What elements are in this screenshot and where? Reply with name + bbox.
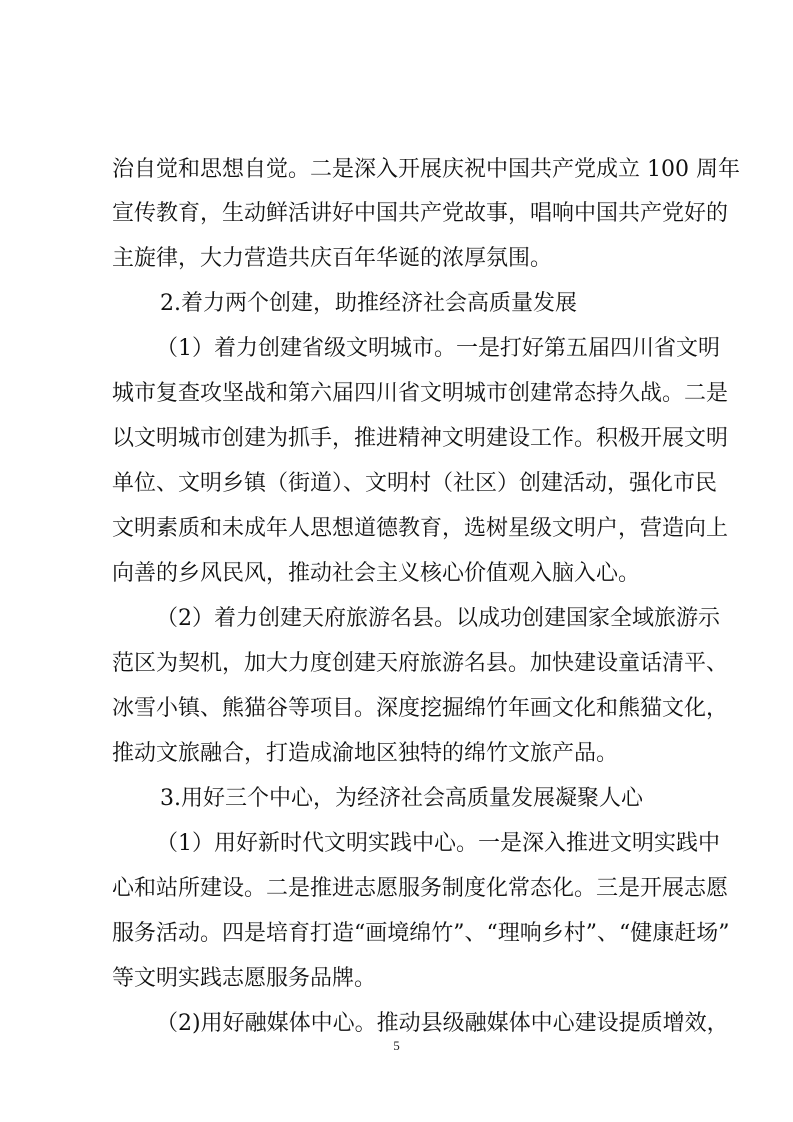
body-text-line: 宣传教育，生动鲜活讲好中国共产党故事，唱响中国共产党好的 xyxy=(112,201,729,226)
body-text-line: （2)用好融媒体中心。推动县级融媒体中心建设提质增效， xyxy=(156,1011,729,1036)
body-text-line: （2）着力创建天府旅游名县。以成功创建国家全域旅游示 xyxy=(156,606,720,631)
body-text-line: 单位、文明乡镇（街道）、文明村（社区）创建活动，强化市民 xyxy=(112,471,718,496)
body-text-line: 推动文旅融合，打造成渝地区独特的绵竹文旅产品。 xyxy=(112,741,619,766)
body-text-line: 范区为契机，加大力度创建天府旅游名县。加快建设童话清平、 xyxy=(112,651,729,676)
body-text-line: 治自觉和思想自觉。二是深入开展庆祝中国共产党成立 100 周年 xyxy=(112,157,740,182)
section-heading: 2.着力两个创建，助推经济社会高质量发展 xyxy=(160,291,577,316)
body-text-line: 等文明实践志愿服务品牌。 xyxy=(112,966,377,991)
body-text-line: （1）用好新时代文明实践中心。一是深入推进文明实践中 xyxy=(156,831,720,856)
body-text-line: 文明素质和未成年人思想道德教育，选树星级文明户，营造向上 xyxy=(112,516,729,541)
page-number: 5 xyxy=(393,1038,400,1053)
body-text-line: （1）着力创建省级文明城市。一是打好第五届四川省文明 xyxy=(156,336,720,361)
body-text-line: 服务活动。四是培育打造“画境绵竹”、“理响乡村”、“健康赶场” xyxy=(112,921,730,946)
body-text-line: 心和站所建设。二是推进志愿服务制度化常态化。三是开展志愿 xyxy=(112,876,729,901)
section-heading: 3.用好三个中心，为经济社会高质量发展凝聚人心 xyxy=(160,786,643,811)
body-text-line: 主旋律，大力营造共庆百年华诞的浓厚氛围。 xyxy=(112,246,553,271)
body-text-line: 向善的乡风民风，推动社会主义核心价值观入脑入心。 xyxy=(112,561,641,586)
body-text-line: 城市复查攻坚战和第六届四川省文明城市创建常态持久战。二是 xyxy=(112,381,729,406)
body-text-line: 冰雪小镇、熊猫谷等项目。深度挖掘绵竹年画文化和熊猫文化， xyxy=(112,696,729,721)
body-text-line: 以文明城市创建为抓手，推进精神文明建设工作。积极开展文明 xyxy=(112,426,729,451)
